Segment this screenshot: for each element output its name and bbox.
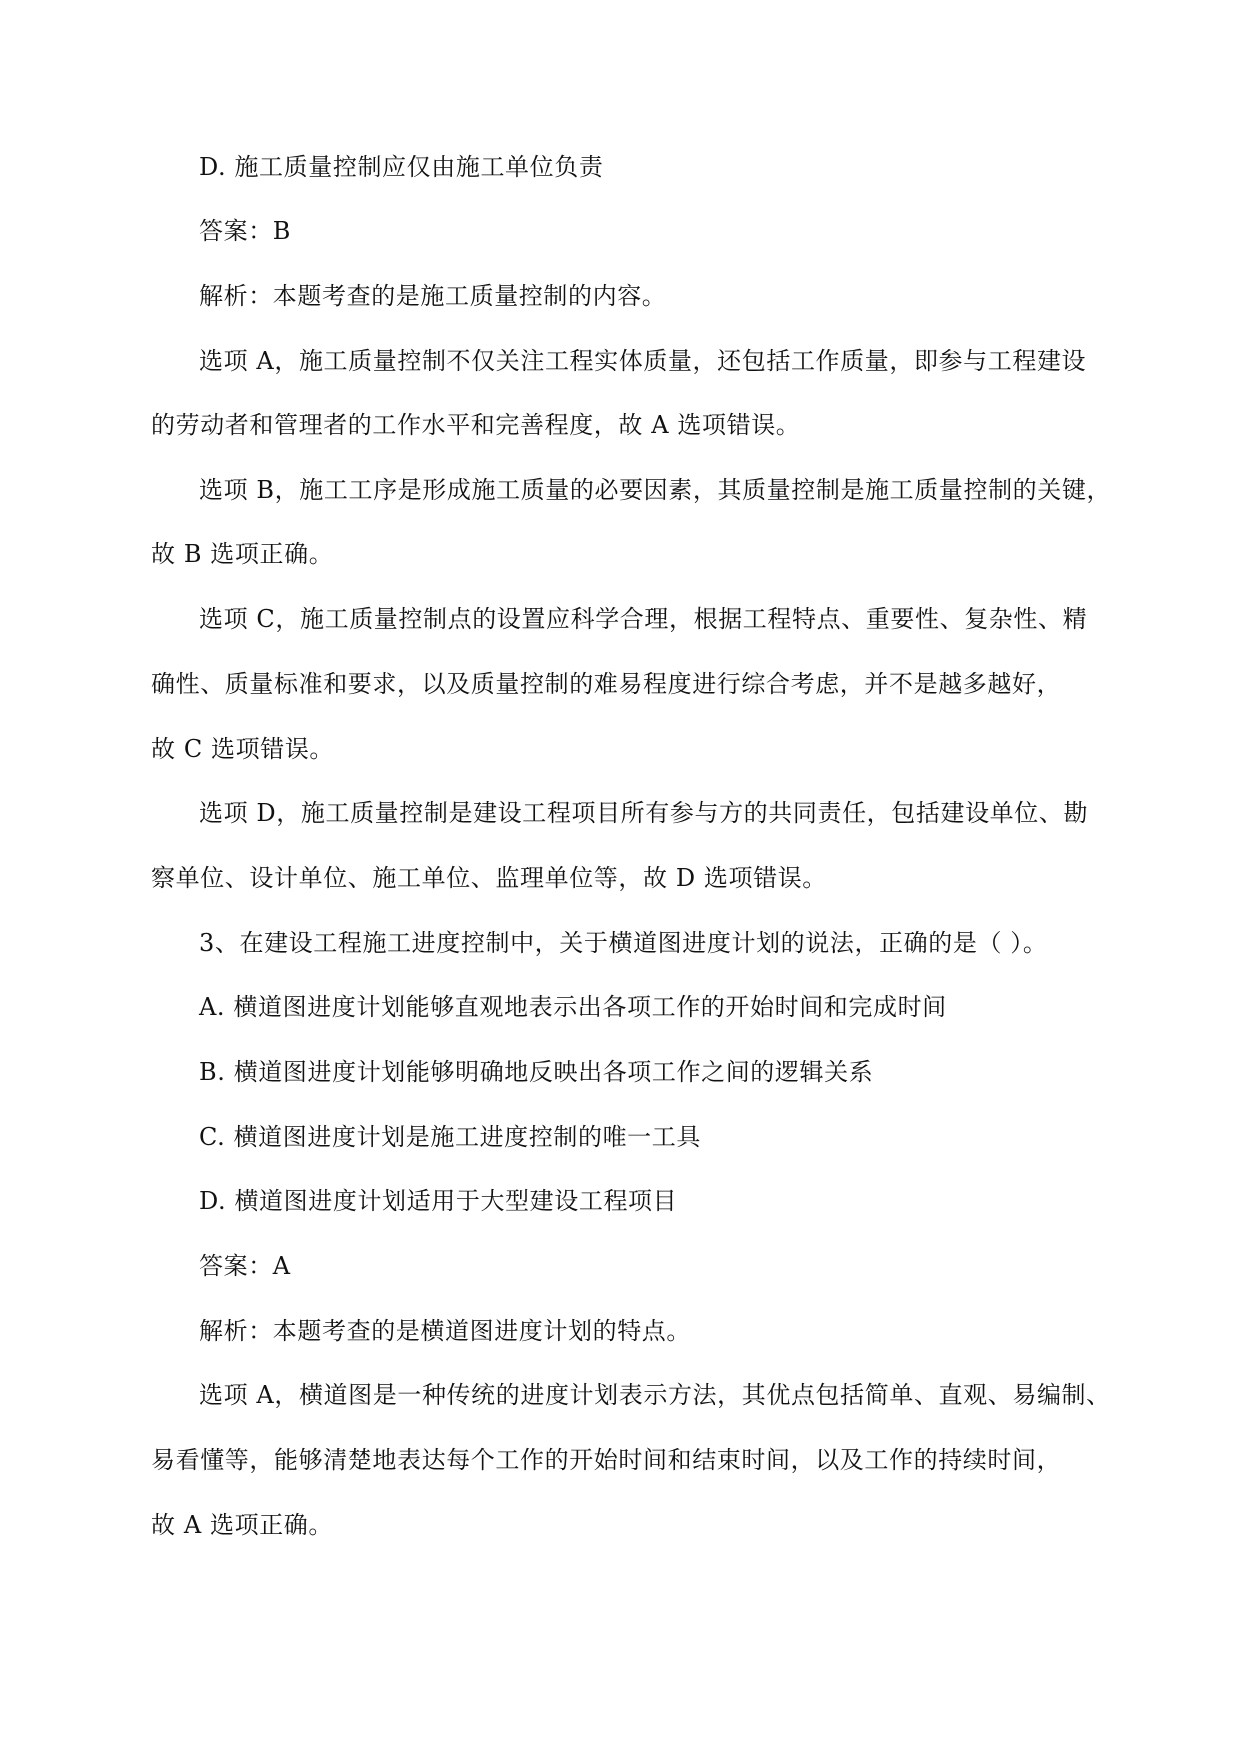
analysis-q3: 解析：本题考查的是横道图进度计划的特点。	[199, 1317, 691, 1345]
explanation-b-q2-line2: 故 B 选项正确。	[151, 540, 334, 568]
explanation-d-q2-line2: 察单位、设计单位、施工单位、监理单位等，故 D 选项错误。	[151, 864, 827, 892]
explanation-a-q2-line1: 选项 A，施工质量控制不仅关注工程实体质量，还包括工作质量，即参与工程建设	[199, 347, 1087, 375]
option-d-q2: D. 施工质量控制应仅由施工单位负责	[199, 153, 604, 181]
analysis-q2: 解析：本题考查的是施工质量控制的内容。	[199, 282, 667, 310]
explanation-a-q3-line3: 故 A 选项正确。	[151, 1511, 333, 1539]
answer-q2: 答案：B	[199, 217, 292, 245]
option-c-q3: C. 横道图进度计划是施工进度控制的唯一工具	[199, 1123, 701, 1151]
explanation-c-q2-line2: 确性、质量标准和要求，以及质量控制的难易程度进行综合考虑，并不是越多越好，	[151, 670, 1062, 698]
explanation-a-q3-line1: 选项 A，横道图是一种传统的进度计划表示方法，其优点包括简单、直观、易编制、	[199, 1381, 1111, 1409]
explanation-a-q2-line2: 的劳动者和管理者的工作水平和完善程度，故 A 选项错误。	[151, 411, 801, 439]
option-b-q3: B. 横道图进度计划能够明确地反映出各项工作之间的逻辑关系	[199, 1058, 874, 1086]
answer-q3: 答案：A	[199, 1252, 291, 1280]
option-a-q3: A. 横道图进度计划能够直观地表示出各项工作的开始时间和完成时间	[199, 993, 947, 1021]
explanation-c-q2-line3: 故 C 选项错误。	[151, 735, 335, 763]
question-3: 3、在建设工程施工进度控制中，关于横道图进度计划的说法，正确的是（ ）。	[199, 929, 1048, 957]
option-d-q3: D. 横道图进度计划适用于大型建设工程项目	[199, 1187, 678, 1215]
explanation-d-q2-line1: 选项 D，施工质量控制是建设工程项目所有参与方的共同责任，包括建设单位、勘	[199, 799, 1089, 827]
explanation-b-q2-line1: 选项 B，施工工序是形成施工质量的必要因素，其质量控制是施工质量控制的关键，	[199, 476, 1112, 504]
explanation-c-q2-line1: 选项 C，施工质量控制点的设置应科学合理，根据工程特点、重要性、复杂性、精	[199, 605, 1088, 633]
explanation-a-q3-line2: 易看懂等，能够清楚地表达每个工作的开始时间和结束时间，以及工作的持续时间，	[151, 1446, 1062, 1474]
